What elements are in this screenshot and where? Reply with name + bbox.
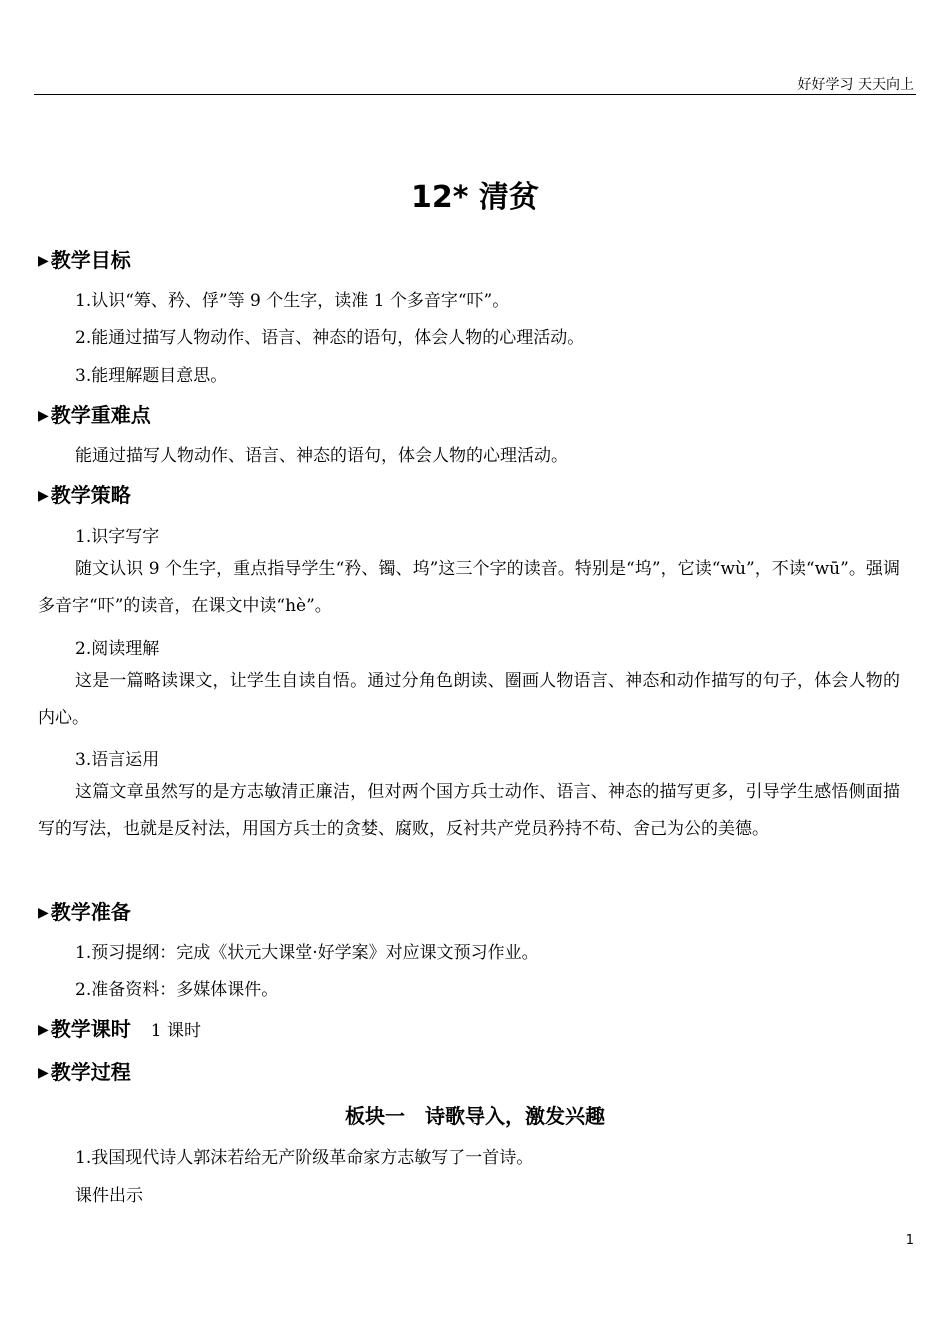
hours-value: 1 课时	[150, 1021, 202, 1041]
goal-item-3: 3.能理解题目意思。	[75, 366, 228, 386]
preparation-item-2: 2.准备资料：多媒体课件。	[75, 980, 279, 1000]
heading-goals	[38, 244, 131, 273]
heading-preparation-text: 教学准备	[50, 900, 131, 924]
triangle-bullet-icon: ▶	[38, 1022, 49, 1038]
heading-preparation	[38, 896, 131, 925]
strategy-item-2-label: 2.阅读理解	[75, 639, 160, 659]
process-line-1: 1.我国现代诗人郭沫若给无产阶级革命家方志敏写了一首诗。	[75, 1148, 534, 1168]
triangle-bullet-icon: ▶	[38, 488, 49, 504]
heading-process-text: 教学过程	[50, 1060, 131, 1084]
heading-key-points-text: 教学重难点	[50, 403, 151, 427]
page-number: 1	[905, 1233, 914, 1248]
triangle-bullet-icon: ▶	[38, 1065, 49, 1081]
heading-key-points	[38, 399, 151, 428]
block-title: 板块一 诗歌导入，激发兴趣	[345, 1104, 605, 1128]
strategy-item-1-text: 随文认识 9 个生字，重点指导学生“矜、镯、坞”这三个字的读音。特别是“坞”，它读“wù”，不读“wū”。强调多音字“吓”的读音，在课文中读“hè”。	[38, 559, 900, 616]
heading-strategy	[38, 479, 131, 508]
strategy-item-3-text: 这篇文章虽然写的是方志敏清正廉洁，但对两个国方兵士动作、语言、神态的描写更多，引导学生感悟侧面描写的写法，也就是反衬法，用国方兵士的贪婪、腐败，反衬共产党员矜持不苟、舍己为公的美德。	[38, 782, 900, 839]
page-title: 12* 清贫	[411, 180, 539, 215]
triangle-bullet-icon: ▶	[38, 253, 49, 269]
heading-hours	[38, 1013, 201, 1042]
heading-hours-text: 教学课时	[50, 1017, 131, 1041]
triangle-bullet-icon: ▶	[38, 408, 49, 424]
goal-item-1: 1.认识“筹、矜、俘”等 9 个生字，读准 1 个多音字“吓”。	[75, 291, 510, 311]
strategy-item-3-label: 3.语言运用	[75, 750, 160, 770]
process-line-2: 课件出示	[75, 1186, 143, 1206]
header-rule	[34, 94, 916, 95]
strategy-item-2-text: 这是一篇略读课文，让学生自读自悟。通过分角色朗读、圈画人物语言、神态和动作描写的句子，体会人物的内心。	[38, 671, 900, 728]
heading-strategy-text: 教学策略	[50, 483, 131, 507]
goal-item-2: 2.能通过描写人物动作、语言、神态的语句，体会人物的心理活动。	[75, 328, 585, 348]
strategy-item-1-label: 1.识字写字	[75, 527, 160, 547]
preparation-item-1: 1.预习提纲：完成《状元大课堂·好学案》对应课文预习作业。	[75, 943, 539, 963]
header-motto: 好好学习 天天向上	[797, 77, 914, 93]
heading-process	[38, 1056, 131, 1085]
triangle-bullet-icon: ▶	[38, 905, 49, 921]
key-points-text: 能通过描写人物动作、语言、神态的语句，体会人物的心理活动。	[75, 446, 568, 466]
heading-goals-text: 教学目标	[50, 248, 131, 272]
